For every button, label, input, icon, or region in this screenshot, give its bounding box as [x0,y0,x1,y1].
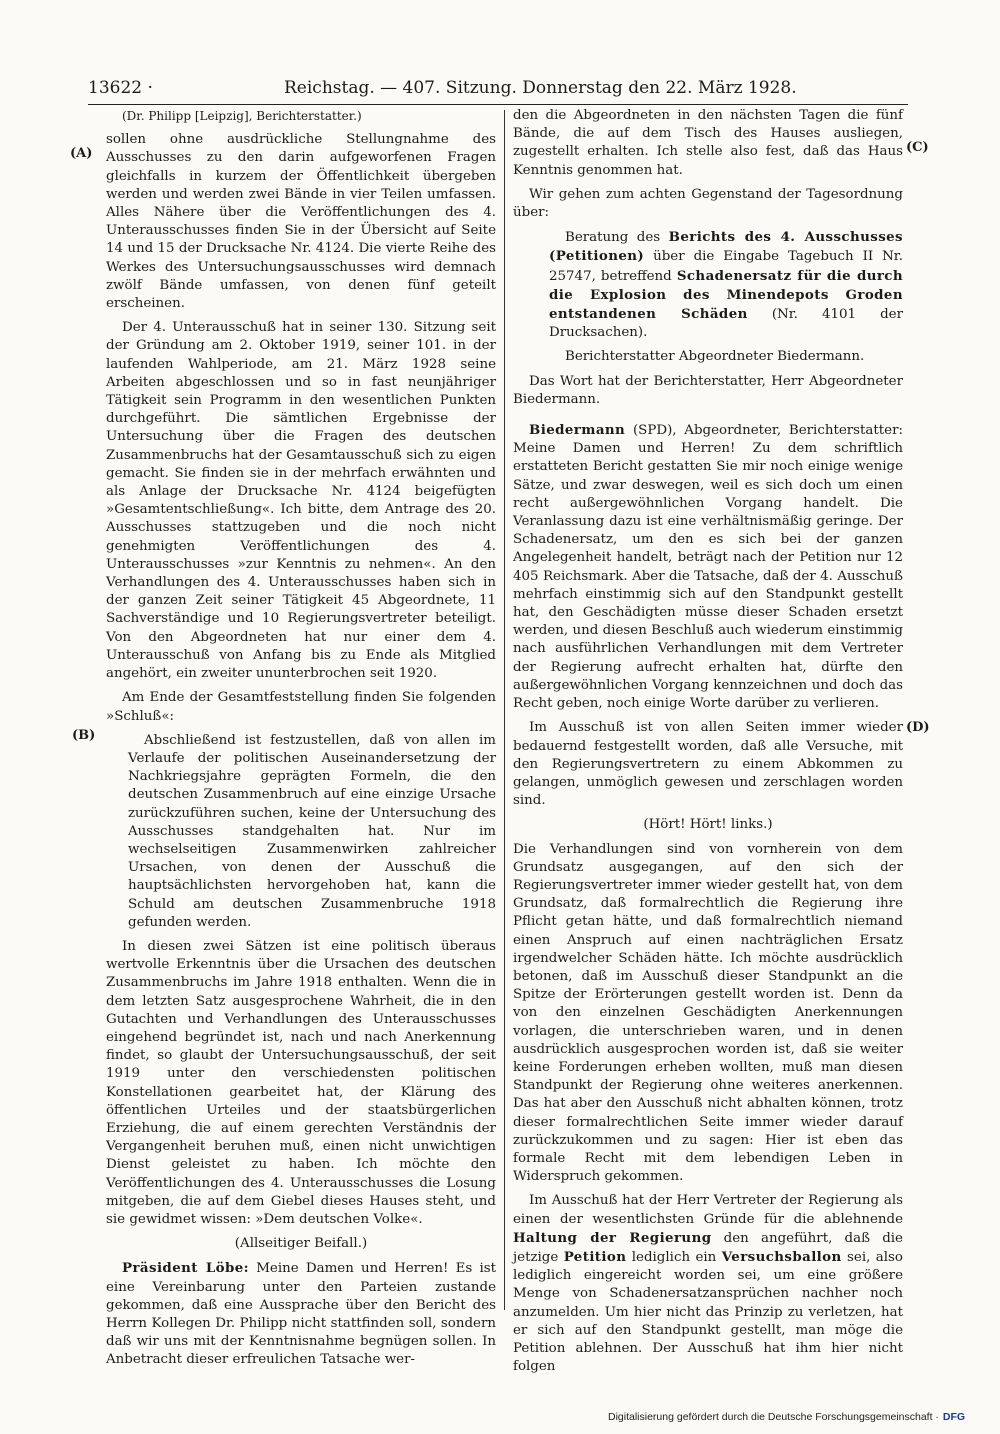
paragraph: Im Ausschuß ist von allen Seiten immer wieder bedauernd festgestellt worden, daß alle Versuche, mit den Regierungsvertretern zu einem Abkommen zu gelangen, unmöglich gewesen und zerschlagen worden sind. [513,720,903,809]
paragraph: Das Wort hat der Berichterstatter, Herr Abgeordneter Biedermann. [513,373,903,407]
left-column [106,107,496,1376]
column-divider [504,110,505,1310]
speech-text: Im Ausschuß hat der Herr Vertreter der Regierung als einen der wesentlichsten Gründe für die ablehnende [513,1193,903,1227]
speaker-name: Präsident Löbe: [122,1260,250,1277]
margin-label-b: (B) [72,728,96,743]
agenda-text: Beratung des [565,230,661,246]
dfg-logo: DFG [942,1411,966,1423]
agenda-text: über die Eingabe Tagebuch II Nr. 25747, betreffend [549,249,903,284]
bold-phrase: Versuchsballon [721,1248,842,1265]
paragraph: sollen ohne ausdrückliche Stellungnahme des Ausschusses zu den darin aufgeworfenen Fragen gleichfalls in kurzem der Öffentlichkeit übergeben werden und werden zwei Bände in vier Teilen umfassen. Alles Nähere über die Veröffentlichungen des 4. Unterausschusses finden Sie in der Übersicht auf Seite 14 und 15 der Drucksache Nr. 4124. Die vierte Reihe des Werkes des Untersuchungsausschusses wird demnach zwölf Bände umfassen, von denen fünf geteilt erscheinen. [106,132,496,312]
header-rule [88,104,908,105]
speech-text: Meine Damen und Herren! Es ist eine Vereinbarung unter den Parteien zustande gekommen, daß eine Aussprache über den Bericht des Herrn Kollegen Dr. Philipp nicht stattfinden soll, sondern daß wir uns mit der Kenntnisnahme begnügen sollen. In Anbetracht dieser erfreulichen Tatsache wer- [106,1261,496,1368]
applause-note: (Allseitiger Beifall.) [234,1236,368,1252]
margin-label-c: (C) [906,140,929,155]
paragraph [106,1259,496,1369]
footer [608,1411,965,1423]
quotation: Abschließend ist festzustellen, daß von allen im Verlaufe der politischen Auseinandersetzung der Nachkriegsjahre geprägten Formeln, die den deutschen Zusammenbruch auf eine einzige Ursache zurückzuführen suchen, keine der Untersuchung des Ausschusses standgehalten hat. Nur im wechselseitigen Zusammenwirken zahlreicher Ursachen, von denen der Ausschuß die hauptsächlichsten hervorgehoben hat, kann die Schuld am deutschen Zusammenbruche 1918 gefunden werden. [128,732,496,930]
speech-text: lediglich ein [631,1249,717,1265]
page-title: Reichstag. — 407. Sitzung. Donnerstag den 22. März 1928. [284,78,797,98]
paragraph [513,1192,903,1376]
paragraph: den die Abgeordneten in den nächsten Tagen die fünf Bände, die auf dem Tisch des Hauses ausliegen, zugestellt erhalten. Ich stelle also fest, daß das Haus Kenntnis genommen hat. [513,108,903,178]
bold-phrase: Haltung der Regierung [513,1229,712,1246]
margin-label-d: (D) [906,720,930,735]
paragraph: Der 4. Unterausschuß hat in seiner 130. Sitzung seit der Gründung am 2. Oktober 1919, seiner 101. in der laufenden Wahlperiode, am 21. März 1928 seine Arbeiten abgeschlossen und so in fast neunjähriger Tätigkeit sein Programm in den wesentlichen Punkten durchgeführt. Die sämtlichen Ergebnisse der Untersuchung über die Fragen des deutschen Zusammenbruchs hat der Gesamtausschuß sich zu eigen gemacht. Sie finden sie in der mehrfach erwähnten und als Anlage der Drucksache Nr. 4124 beigefügten »Gesamtentschließung«. Ich bitte, dem Antrage des 20. Ausschusses stattzugeben und die noch nicht genehmigten Veröffentlichungen des 4. Unterausschusses »zur Kenntnis zu nehmen«. An den Verhandlungen des 4. Unterausschusses haben sich in der ganzen Zeit seiner Tätigkeit 45 Abgeordnete, 11 Sachverständige und 10 Regierungsvertreter beteiligt. Von den Abgeordneten hat nur einer dem 4. Unterausschuß von Anfang bis zu Ende als Mitglied angehört, ein zweiter ununterbrochen seit 1920. [106,320,496,682]
page-header [88,78,797,102]
margin-label-a: (A) [70,146,93,161]
agenda-bold: Berichts des 4. Ausschusses (Petitionen) [549,229,903,265]
page-number: 13622 · [88,78,153,98]
paragraph: Die Verhandlungen sind von vornherein von dem Grundsatz ausgegangen, auf den sich der Regierungsvertreter immer wieder gestellt hat, von dem Grundsatz, daß formalrechtlich die Regierung ihre Pflicht getan hätte, und daß formalrechtlich niemand einen Anspruch auf einen nachträglichen Ersatz irgendwelcher Schäden hätte. Ich möchte ausdrücklich betonen, daß im Ausschuß dieser Standpunkt an die Spitze der Erörterungen gestellt worden ist. Denn da von den einzelnen Geschädigten Anerkennungen vorlagen, die unterschrieben waren, und in denen ausdrücklich ausgesprochen worden ist, daß sie weiter keine Forderungen erheben wollten, muß man diesen Standpunkt der Regierung ohne weiteres anerkennen. Das hat aber den Ausschuß nicht abhalten können, trotz dieser formalrechtlichen Seite immer wieder darauf zurückzukommen und zu sagen: Hier ist eben das formale Recht mit dem lebendigen Leben in Widerspruch gekommen. [513,841,903,1185]
agenda-item [513,228,903,342]
agenda-bold: Schadenersatz für die durch die Explosion des Minendepots Groden entstandenen Schäden [549,267,903,323]
speech-text: sei, also lediglich eingereicht worden sei, um eine größere Menge von Schadenersatzansprüchen nachher noch anzumelden. Um hier nicht das Prinzip zu verletzen, hat er sich auf den Standpunkt gestellt, man möge die Petition ablehnen. Der Ausschuß hat ihm hier nicht folgen [513,1249,903,1375]
paragraph: In diesen zwei Sätzen ist eine politisch überaus wertvolle Erkenntnis über die Ursachen des deutschen Zusammenbruchs im Jahre 1918 enthalten. Wenn die in dem letzten Satz ausgesprochene Wahrheit, die in den Gutachten und Verhandlungen des Unterausschusses eingehend begründet ist, nach und nach Anerkennung findet, so glaubt der Untersuchungsausschuß, der seit 1919 unter den verschiedensten politischen Konstellationen gearbeitet hat, der Klärung des öffentlichen Urteiles und der staatsbürgerlichen Erziehung, die auf einem gerechten Verständnis der Vergangenheit beruhen muß, einen nicht unwichtigen Dienst geleistet zu haben. Ich möchte den Veröffentlichungen des 4. Unterausschusses die Losung mitgeben, die auf dem Giebel dieses Hauses steht, und sie gewidmet wissen: »Dem deutschen Volke«. [106,938,496,1227]
paragraph: Am Ende der Gesamtfeststellung finden Sie folgenden »Schluß«: [106,690,496,724]
interjection: (Hört! Hört! links.) [643,817,773,833]
paragraph [513,421,903,713]
agenda-text: (Nr. 4101 der Drucksachen). [549,307,903,341]
reporter-line: Berichterstatter Abgeordneter Biedermann. [565,349,865,365]
speaker-meta: (Dr. Philipp [Leipzig], Berichterstatter.) [122,109,362,123]
speech-text: (SPD), Abgeordneter, Berichterstatter: Meine Damen und Herren! Zu dem schriftlich erstatteten Bericht gestatten Sie mir noch einige wenige Sätze, und zwar deswegen, weil es sich doch um einen recht außergewöhnlichen Vorgang handelt. Die Veranlassung dazu ist eine verhältnismäßig geringe. Der Schadenersatz, um den es sich bei der ganzen Angelegenheit handelt, beträgt nach der Petition nur 12 405 Reichsmark. Aber die Tatsache, daß der 4. Ausschuß mehrfach einstimmig sich auf den Standpunkt gestellt hat, den Geschädigten müsse dieser Schaden ersetzt werden, und diesen Beschluß auch wiederum einstimmig nach ausführlichen Verhandlungen mit dem Vertreter der Regierung aufrecht erhalten hat, dürfte den außergewöhnlichen Vorgang kennzeichnen und doch das Recht geben, noch einige Worte darüber zu verlieren. [513,423,903,712]
footer-text: Digitalisierung gefördert durch die Deutsche Forschungsgemeinschaft · [608,1411,939,1423]
speaker-name: Biedermann [529,422,626,439]
speech-text: den angeführt, daß die jetzige [513,1230,903,1265]
paragraph: Wir gehen zum achten Gegenstand der Tagesordnung über: [513,186,903,221]
bold-phrase: Petition [563,1248,627,1265]
right-column [513,107,903,1382]
